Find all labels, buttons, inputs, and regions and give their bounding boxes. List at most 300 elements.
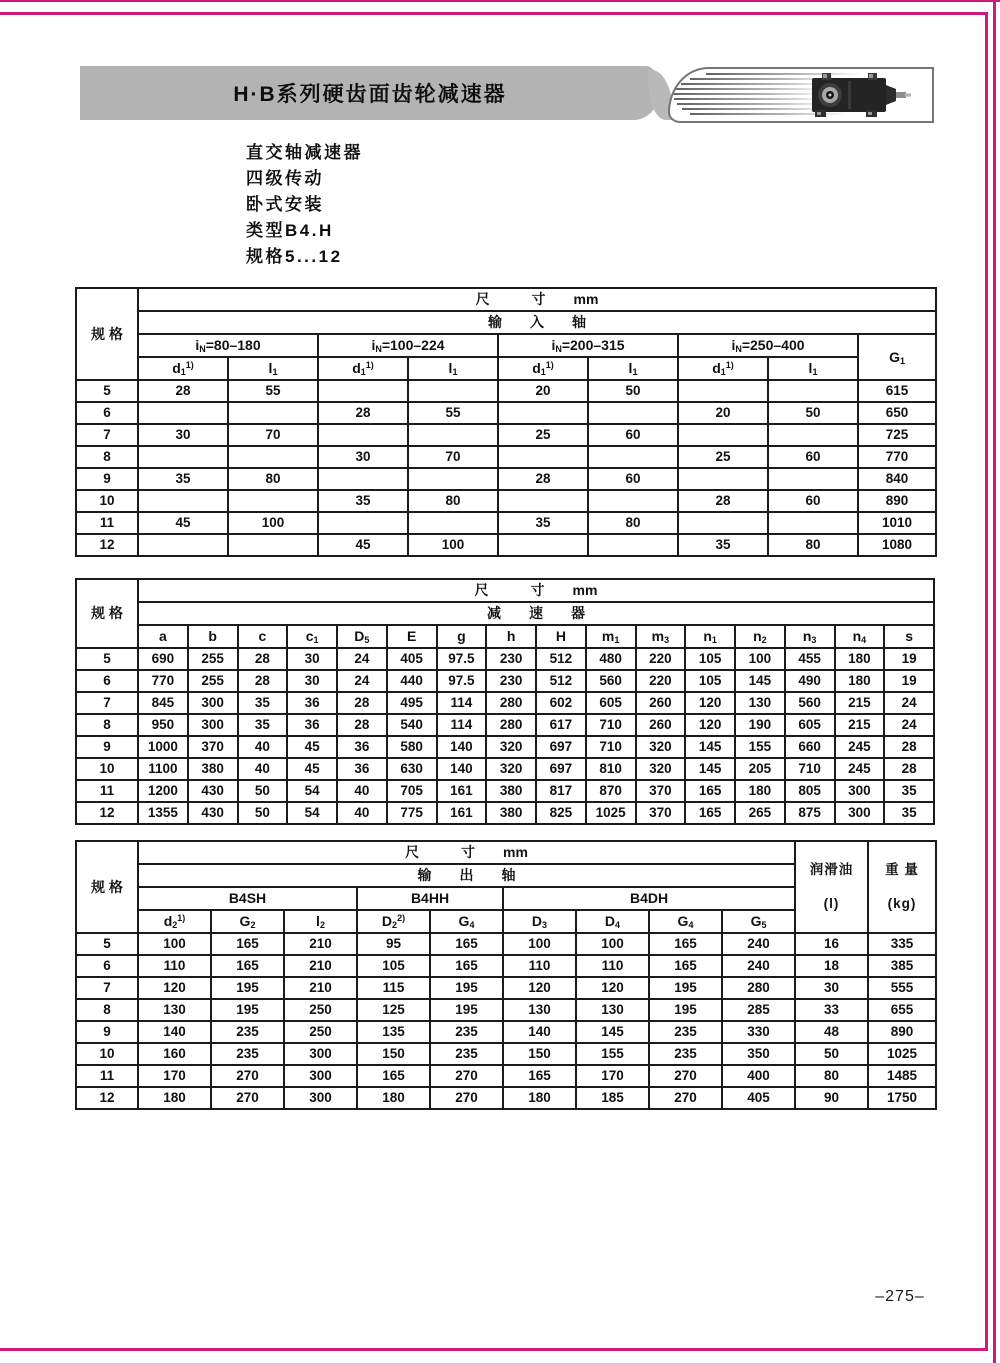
spec-column-header: 规 格	[76, 841, 138, 933]
spec-cell: 10	[76, 490, 138, 512]
table-row	[76, 490, 936, 512]
value-cell: 240	[722, 955, 795, 977]
spec-cell: 11	[76, 1065, 138, 1087]
value-cell: 817	[536, 780, 586, 802]
value-cell: 145	[685, 736, 735, 758]
value-cell: 320	[636, 758, 686, 780]
gear-reducer-image	[802, 71, 914, 119]
value-cell	[678, 512, 768, 534]
value-cell	[768, 468, 858, 490]
value-cell: 825	[536, 802, 586, 824]
value-cell: 235	[211, 1043, 284, 1065]
value-cell: 1485	[868, 1065, 936, 1087]
oil-header-unit: (l)	[823, 896, 840, 912]
table-row	[76, 999, 936, 1021]
value-cell: 55	[408, 402, 498, 424]
col-header: $n_3$	[785, 625, 835, 648]
value-cell: 255	[188, 670, 238, 692]
table-row	[76, 780, 934, 802]
value-cell: 45	[138, 512, 228, 534]
col-header: $D_2^{2)}$	[357, 910, 430, 933]
value-cell: 770	[858, 446, 936, 468]
value-cell: 602	[536, 692, 586, 714]
value-cell: 490	[785, 670, 835, 692]
value-cell: 70	[228, 424, 318, 446]
col-header: $G_4$	[430, 910, 503, 933]
value-cell: 120	[685, 692, 735, 714]
intro-line-sizes: 规格5...12	[246, 247, 343, 266]
value-cell: 165	[430, 955, 503, 977]
spec-cell: 9	[76, 1021, 138, 1043]
page-border-right	[985, 12, 988, 1351]
value-cell: 16	[795, 933, 868, 955]
value-cell: 430	[188, 802, 238, 824]
value-cell: 120	[503, 977, 576, 999]
value-cell: 45	[287, 736, 337, 758]
value-cell: 28	[318, 402, 408, 424]
value-cell: 36	[287, 714, 337, 736]
table-row	[76, 670, 934, 692]
col-header-l1: $l_1$	[588, 357, 678, 380]
value-cell: 18	[795, 955, 868, 977]
value-cell: 100	[735, 648, 785, 670]
value-cell: 90	[795, 1087, 868, 1109]
value-cell	[138, 446, 228, 468]
col-header: $d_2^{1)}$	[138, 910, 211, 933]
intro-line-shaft-type: 直交轴减速器	[246, 143, 363, 162]
spec-cell: 6	[76, 670, 138, 692]
col-header: H	[536, 625, 586, 648]
value-cell: 725	[858, 424, 936, 446]
spec-cell: 9	[76, 468, 138, 490]
col-header: $m_1$	[586, 625, 636, 648]
col-header: s	[884, 625, 934, 648]
value-cell: 775	[387, 802, 437, 824]
value-cell: 28	[678, 490, 768, 512]
value-cell: 1750	[868, 1087, 936, 1109]
value-cell: 105	[685, 648, 735, 670]
value-cell	[408, 468, 498, 490]
value-cell: 165	[649, 933, 722, 955]
value-cell: 170	[138, 1065, 211, 1087]
value-cell	[138, 490, 228, 512]
value-cell: 135	[357, 1021, 430, 1043]
page-edge-top-thin	[0, 0, 1000, 2]
value-cell	[678, 468, 768, 490]
value-cell: 35	[884, 802, 934, 824]
value-cell: 33	[795, 999, 868, 1021]
value-cell: 130	[138, 999, 211, 1021]
value-cell: 440	[387, 670, 437, 692]
value-cell: 320	[636, 736, 686, 758]
value-cell: 350	[722, 1043, 795, 1065]
value-cell: 54	[287, 802, 337, 824]
col-header: $D_3$	[503, 910, 576, 933]
value-cell: 110	[138, 955, 211, 977]
value-cell: 161	[437, 802, 487, 824]
value-cell: 512	[536, 670, 586, 692]
value-cell: 705	[387, 780, 437, 802]
value-cell: 300	[835, 780, 885, 802]
value-cell	[588, 534, 678, 556]
value-cell: 180	[835, 648, 885, 670]
banner-graphic-box	[668, 67, 934, 123]
value-cell: 180	[138, 1087, 211, 1109]
value-cell	[588, 446, 678, 468]
weight-header-unit: (kg)	[887, 896, 917, 912]
value-cell: 120	[138, 977, 211, 999]
value-cell: 105	[357, 955, 430, 977]
value-cell: 560	[586, 670, 636, 692]
value-cell	[408, 380, 498, 402]
value-cell: 260	[636, 692, 686, 714]
value-cell: 35	[238, 692, 288, 714]
value-cell	[228, 490, 318, 512]
value-cell: 250	[284, 999, 357, 1021]
value-cell: 80	[768, 534, 858, 556]
table-row	[76, 1087, 936, 1109]
value-cell: 195	[649, 999, 722, 1021]
value-cell: 35	[238, 714, 288, 736]
dimension-header: 尺 寸 mm	[138, 841, 795, 864]
spec-cell: 11	[76, 780, 138, 802]
value-cell: 30	[318, 446, 408, 468]
value-cell: 605	[785, 714, 835, 736]
value-cell: 100	[576, 933, 649, 955]
value-cell: 150	[357, 1043, 430, 1065]
value-cell: 605	[586, 692, 636, 714]
col-header: c	[238, 625, 288, 648]
value-cell: 130	[576, 999, 649, 1021]
value-cell: 115	[357, 977, 430, 999]
value-cell: 45	[318, 534, 408, 556]
value-cell: 110	[576, 955, 649, 977]
value-cell: 330	[722, 1021, 795, 1043]
value-cell: 40	[337, 780, 387, 802]
value-cell: 890	[868, 1021, 936, 1043]
col-header: a	[138, 625, 188, 648]
col-header-l1: $l_1$	[228, 357, 318, 380]
ratio-group-header: $i_N=200-315$	[498, 334, 678, 357]
value-cell: 60	[768, 446, 858, 468]
value-cell: 80	[795, 1065, 868, 1087]
col-header: g	[437, 625, 487, 648]
input-shaft-header: 输 入 轴	[138, 311, 936, 334]
output-shaft-header: 输 出 轴	[138, 864, 795, 887]
value-cell: 1200	[138, 780, 188, 802]
table-row	[76, 1021, 936, 1043]
value-cell: 19	[884, 648, 934, 670]
value-cell: 195	[649, 977, 722, 999]
value-cell: 300	[835, 802, 885, 824]
value-cell: 105	[685, 670, 735, 692]
value-cell: 810	[586, 758, 636, 780]
value-cell: 35	[884, 780, 934, 802]
value-cell: 161	[437, 780, 487, 802]
value-cell: 36	[287, 692, 337, 714]
value-cell: 50	[238, 780, 288, 802]
value-cell: 280	[486, 692, 536, 714]
value-cell: 120	[685, 714, 735, 736]
value-cell: 655	[868, 999, 936, 1021]
page-title: H·B系列硬齿面齿轮减速器	[233, 83, 507, 106]
value-cell: 80	[408, 490, 498, 512]
value-cell	[498, 490, 588, 512]
spec-cell: 7	[76, 692, 138, 714]
value-cell: 840	[858, 468, 936, 490]
value-cell: 50	[238, 802, 288, 824]
value-cell: 28	[238, 648, 288, 670]
page-number: –275–	[875, 1288, 925, 1305]
page-edge-right-outer	[993, 0, 996, 1366]
value-cell: 385	[868, 955, 936, 977]
value-cell: 210	[284, 977, 357, 999]
value-cell: 165	[430, 933, 503, 955]
value-cell: 617	[536, 714, 586, 736]
output-shaft-table	[75, 840, 937, 1110]
oil-header-label: 润滑油	[809, 861, 854, 877]
page-border-top	[0, 12, 988, 15]
spec-cell: 12	[76, 802, 138, 824]
spec-cell: 7	[76, 424, 138, 446]
value-cell	[498, 446, 588, 468]
value-cell: 165	[685, 802, 735, 824]
value-cell: 95	[357, 933, 430, 955]
value-cell: 875	[785, 802, 835, 824]
value-cell: 400	[722, 1065, 795, 1087]
table-row	[76, 648, 934, 670]
value-cell: 180	[735, 780, 785, 802]
value-cell: 300	[284, 1043, 357, 1065]
value-cell	[768, 424, 858, 446]
value-cell: 320	[486, 758, 536, 780]
ratio-group-header: $i_N=80-180$	[138, 334, 318, 357]
value-cell: 28	[337, 714, 387, 736]
col-header: $G_4$	[649, 910, 722, 933]
value-cell: 100	[138, 933, 211, 955]
col-header: b	[188, 625, 238, 648]
value-cell	[408, 424, 498, 446]
value-cell: 370	[636, 780, 686, 802]
value-cell: 25	[678, 446, 768, 468]
value-cell: 235	[430, 1043, 503, 1065]
value-cell: 195	[430, 999, 503, 1021]
col-header-l1: $l_1$	[768, 357, 858, 380]
value-cell	[498, 534, 588, 556]
col-header-d1: $d_1^{1)}$	[678, 357, 768, 380]
weight-header-label: 重 量	[885, 861, 919, 877]
value-cell: 480	[586, 648, 636, 670]
value-cell: 770	[138, 670, 188, 692]
table-row	[76, 446, 936, 468]
value-cell: 60	[588, 468, 678, 490]
spec-cell: 5	[76, 380, 138, 402]
value-cell: 165	[211, 933, 284, 955]
value-cell: 690	[138, 648, 188, 670]
value-cell: 130	[503, 999, 576, 1021]
value-cell: 165	[649, 955, 722, 977]
table-row	[76, 512, 936, 534]
spec-cell: 11	[76, 512, 138, 534]
value-cell: 60	[768, 490, 858, 512]
value-cell: 28	[884, 736, 934, 758]
value-cell: 140	[437, 758, 487, 780]
col-header: $n_2$	[735, 625, 785, 648]
value-cell: 30	[287, 648, 337, 670]
value-cell: 28	[498, 468, 588, 490]
value-cell: 300	[284, 1065, 357, 1087]
value-cell: 660	[785, 736, 835, 758]
value-cell: 870	[586, 780, 636, 802]
table-row	[76, 736, 934, 758]
value-cell: 36	[337, 758, 387, 780]
value-cell: 430	[188, 780, 238, 802]
value-cell: 250	[284, 1021, 357, 1043]
value-cell: 265	[735, 802, 785, 824]
col-header: $m_3$	[636, 625, 686, 648]
type-group-header-B4DH: B4DH	[503, 887, 795, 910]
value-cell: 697	[536, 736, 586, 758]
spec-cell: 8	[76, 714, 138, 736]
spec-cell: 9	[76, 736, 138, 758]
value-cell	[138, 402, 228, 424]
value-cell: 165	[211, 955, 284, 977]
value-cell: 60	[588, 424, 678, 446]
value-cell	[768, 380, 858, 402]
value-cell: 24	[884, 692, 934, 714]
value-cell: 35	[678, 534, 768, 556]
value-cell: 230	[486, 670, 536, 692]
value-cell: 220	[636, 670, 686, 692]
table-row	[76, 955, 936, 977]
value-cell: 145	[576, 1021, 649, 1043]
value-cell: 370	[636, 802, 686, 824]
col-header: $n_1$	[685, 625, 735, 648]
spec-cell: 12	[76, 534, 138, 556]
value-cell: 370	[188, 736, 238, 758]
value-cell: 270	[211, 1087, 284, 1109]
value-cell: 140	[138, 1021, 211, 1043]
value-cell: 890	[858, 490, 936, 512]
value-cell	[408, 512, 498, 534]
value-cell: 28	[238, 670, 288, 692]
value-cell	[318, 468, 408, 490]
value-cell: 300	[284, 1087, 357, 1109]
value-cell: 140	[437, 736, 487, 758]
value-cell: 300	[188, 714, 238, 736]
value-cell: 50	[768, 402, 858, 424]
spec-column-header: 规 格	[76, 288, 138, 380]
value-cell: 55	[228, 380, 318, 402]
value-cell: 650	[858, 402, 936, 424]
value-cell	[768, 512, 858, 534]
table-row	[76, 402, 936, 424]
spec-cell: 10	[76, 1043, 138, 1065]
value-cell: 235	[649, 1021, 722, 1043]
value-cell: 710	[586, 714, 636, 736]
table-row	[76, 802, 934, 824]
col-header: $D_5$	[337, 625, 387, 648]
value-cell: 30	[795, 977, 868, 999]
value-cell: 35	[138, 468, 228, 490]
table-row	[76, 1043, 936, 1065]
value-cell: 1025	[586, 802, 636, 824]
value-cell: 615	[858, 380, 936, 402]
table-row	[76, 534, 936, 556]
value-cell: 205	[735, 758, 785, 780]
value-cell	[228, 446, 318, 468]
col-header: E	[387, 625, 437, 648]
spec-cell: 8	[76, 999, 138, 1021]
table-row	[76, 468, 936, 490]
value-cell: 180	[835, 670, 885, 692]
value-cell: 35	[498, 512, 588, 534]
value-cell: 405	[387, 648, 437, 670]
ratio-group-header: $i_N=250-400$	[678, 334, 858, 357]
value-cell: 280	[722, 977, 795, 999]
value-cell	[318, 380, 408, 402]
value-cell: 255	[188, 648, 238, 670]
value-cell: 155	[576, 1043, 649, 1065]
value-cell: 120	[576, 977, 649, 999]
value-cell: 140	[503, 1021, 576, 1043]
value-cell	[318, 424, 408, 446]
value-cell	[228, 402, 318, 424]
value-cell: 125	[357, 999, 430, 1021]
col-header: $n_4$	[835, 625, 885, 648]
value-cell: 1025	[868, 1043, 936, 1065]
spec-cell: 8	[76, 446, 138, 468]
value-cell: 270	[649, 1065, 722, 1087]
value-cell: 30	[138, 424, 228, 446]
value-cell: 50	[588, 380, 678, 402]
value-cell: 185	[576, 1087, 649, 1109]
value-cell: 114	[437, 714, 487, 736]
dimension-header: 尺 寸 mm	[138, 579, 934, 602]
spec-cell: 5	[76, 648, 138, 670]
value-cell: 54	[287, 780, 337, 802]
value-cell: 710	[785, 758, 835, 780]
value-cell: 380	[486, 780, 536, 802]
spec-cell: 6	[76, 955, 138, 977]
value-cell: 40	[238, 758, 288, 780]
value-cell: 280	[486, 714, 536, 736]
value-cell	[678, 380, 768, 402]
table-row	[76, 933, 936, 955]
value-cell: 405	[722, 1087, 795, 1109]
col-header-l1: $l_1$	[408, 357, 498, 380]
value-cell: 270	[649, 1087, 722, 1109]
value-cell: 210	[284, 955, 357, 977]
spec-column-header: 规 格	[76, 579, 138, 648]
page-border-bottom	[0, 1348, 988, 1351]
table-row	[76, 380, 936, 402]
intro-line-type: 类型B4.H	[246, 221, 334, 240]
title-banner	[80, 66, 660, 120]
value-cell: 110	[503, 955, 576, 977]
value-cell: 455	[785, 648, 835, 670]
col-header-d1: $d_1^{1)}$	[318, 357, 408, 380]
table-row	[76, 692, 934, 714]
type-group-header-B4SH: B4SH	[138, 887, 357, 910]
value-cell: 165	[685, 780, 735, 802]
value-cell: 24	[884, 714, 934, 736]
table-row	[76, 714, 934, 736]
value-cell: 100	[408, 534, 498, 556]
spec-cell: 5	[76, 933, 138, 955]
table-row	[76, 1065, 936, 1087]
value-cell: 35	[318, 490, 408, 512]
